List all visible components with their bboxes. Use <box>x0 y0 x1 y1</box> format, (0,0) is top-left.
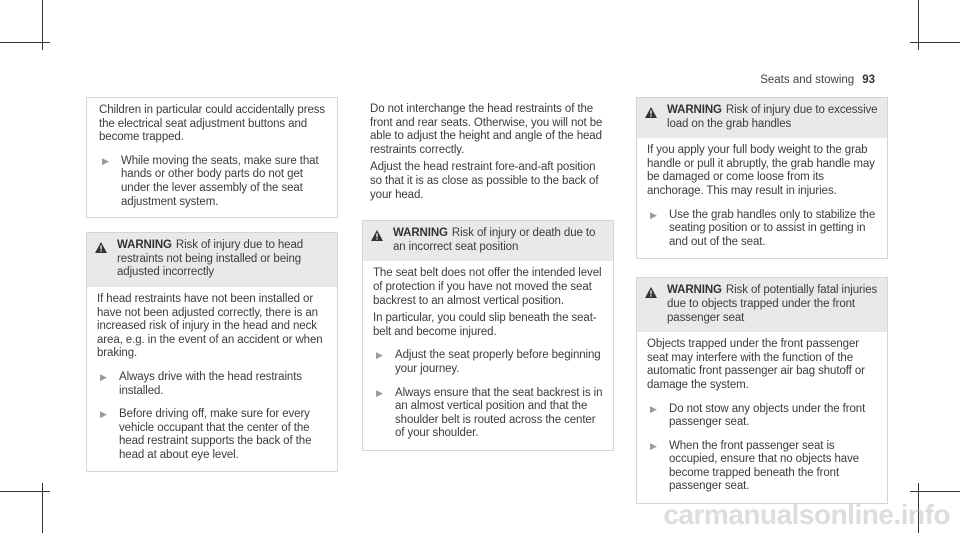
warning-body <box>637 138 887 258</box>
warning-header <box>363 221 613 261</box>
bullet-arrow-icon: ▶ <box>376 387 383 398</box>
crop-mark <box>0 42 50 43</box>
body-text-block <box>362 97 614 202</box>
warning-triangle-icon <box>371 227 393 254</box>
watermark: carmanualsonline.info <box>663 500 950 530</box>
bullet-arrow-icon: ▶ <box>100 409 107 420</box>
warning-text: Objects trapped under the front passenger seat may interfere with the function of the automatic front passenger air bag shutoff or damage the system. <box>647 338 865 391</box>
bullet-arrow-icon: ▶ <box>650 209 657 220</box>
warning-body <box>363 261 613 450</box>
bullet-text: While moving the seats, make sure that hands or other body parts do not get under the lever assembly of the seat adjustment system. <box>121 154 319 208</box>
bullet-text: Adjust the seat properly before beginning your journey. <box>395 349 601 375</box>
warning-label: WARNING <box>667 104 722 116</box>
warning-label: WARNING <box>667 284 722 297</box>
warning-header <box>637 278 887 332</box>
warning-triangle-icon <box>95 239 117 280</box>
bullet-text: Do not stow any objects under the front passenger seat. <box>669 402 866 429</box>
warning-body <box>637 332 887 503</box>
bullet-arrow-icon: ▶ <box>102 155 109 166</box>
warning-title: Risk of potentially fatal injuries due to objects trapped under the front passenger seat <box>667 284 878 324</box>
crop-mark <box>910 491 960 492</box>
warning-text: The seat belt does not offer the intended level of protection if you have not moved the seat backrest to an almost vertical position. <box>373 267 602 307</box>
bullet-arrow-icon: ▶ <box>100 371 107 382</box>
bullet-text: When the front passenger seat is occupied, ensure that no objects have become trapped beneath the front passenger seat. <box>669 439 860 493</box>
page-number: 93 <box>862 74 875 86</box>
warning-body <box>87 287 337 472</box>
warning-box <box>636 277 888 504</box>
warning-triangle-icon <box>645 284 667 325</box>
list-item <box>373 349 603 376</box>
warning-heading <box>393 227 605 254</box>
warning-title: Risk of injury due to head restraints not being installed or being adjusted incorrectly <box>117 239 304 279</box>
bullet-arrow-icon: ▶ <box>650 403 657 414</box>
section-title: Seats and stowing <box>760 74 855 86</box>
list-item <box>97 371 327 398</box>
warning-title: Risk of injury due to excessive load on the grab handles <box>667 104 878 130</box>
list-item <box>647 209 877 250</box>
bullet-text: Use the grab handles only to stabilize the seating position or to assist in getting in and out of the seat. <box>669 208 876 248</box>
intro-box <box>86 97 338 218</box>
bullet-arrow-icon: ▶ <box>650 440 657 451</box>
warning-label: WARNING <box>393 227 448 240</box>
warning-heading <box>667 104 879 131</box>
warning-heading <box>667 284 879 325</box>
warning-box <box>86 232 338 472</box>
running-header <box>760 74 875 86</box>
paragraph: Do not interchange the head restraints of the front and rear seats. Otherwise, you will not be able to adjust the height and angle of the head restraints correctly. <box>370 103 603 156</box>
list-item <box>373 387 603 441</box>
bullet-arrow-icon: ▶ <box>376 350 383 361</box>
list-item <box>97 408 327 462</box>
warning-box <box>362 220 614 451</box>
column-2 <box>362 97 614 451</box>
crop-mark <box>910 42 960 43</box>
column-3 <box>636 97 888 504</box>
warning-header <box>637 98 887 138</box>
warning-label: WARNING <box>117 239 172 252</box>
warning-triangle-icon <box>645 104 667 131</box>
warning-header <box>87 233 337 287</box>
paragraph: Adjust the head restraint fore-and-aft position so that it is as close as possible to the back of your head. <box>370 161 599 201</box>
warning-box <box>636 97 888 259</box>
warning-text: If you apply your full body weight to the grab handle or pull it abruptly, the grab handle may be damaged or come loose from its anchorage. This may result in injuries. <box>647 144 875 197</box>
warning-text: In particular, you could slip beneath the seat-belt and become injured. <box>373 312 597 338</box>
warning-title: Risk of injury or death due to an incorrect seat position <box>393 227 596 253</box>
bullet-text: Always ensure that the seat backrest is in an almost vertical position and that the shoulder belt is routed across the center of your shoulder. <box>395 386 603 440</box>
list-item <box>99 155 327 209</box>
warning-heading <box>117 239 329 280</box>
list-item <box>647 403 877 430</box>
crop-mark <box>0 491 50 492</box>
list-item <box>647 440 877 494</box>
intro-text: Children in particular could accidentally press the electrical seat adjustment buttons and become trapped. <box>99 104 326 144</box>
bullet-text: Always drive with the head restraints installed. <box>119 370 302 397</box>
warning-text: If head restraints have not been installed or have not been adjusted correctly, there is an increased risk of injury in the head and neck area, e.g. in the event of an accident or when braking. <box>97 292 323 360</box>
bullet-text: Before driving off, make sure for every vehicle occupant that the center of the head restraint supports the back of the head at about eye level. <box>119 408 312 461</box>
column-1 <box>86 97 338 472</box>
